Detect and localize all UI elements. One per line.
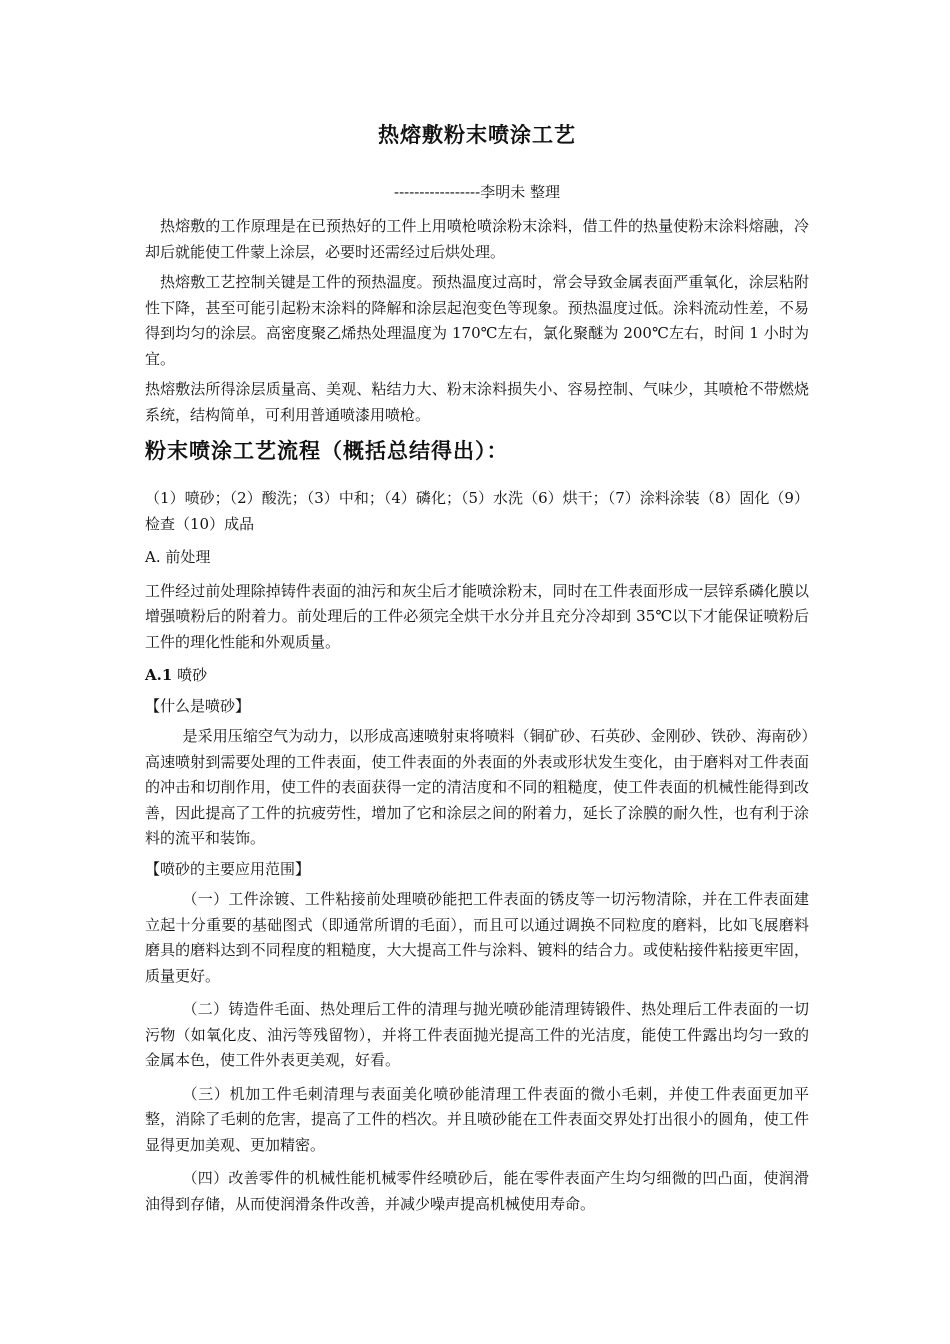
process-steps: （1）喷砂；（2）酸洗；（3）中和；（4）磷化；（5）水洗（6）烘干；（7）涂料涂装（8）固化（9）检查（10）成品: [145, 489, 809, 533]
section-a1-heading: [145, 663, 809, 689]
document-title: 热熔敷粉末喷涂工艺: [378, 122, 576, 147]
intro-paragraph-2: 热熔敷工艺控制关键是工件的预热温度。预热温度过高时，常会导致金属表面严重氧化，涂层粘附性下降，甚至可能引起粉末涂料的降解和涂层起泡变色等现象。预热温度过低。涂料流动性差，不易得到均匀的涂层。高密度聚乙烯热处理温度为 170℃左右，氯化聚醚为 200℃左右，时间 1 小时为宜。: [145, 273, 809, 368]
range-item-1: （一）工件涂镀、工件粘接前处理喷砂能把工件表面的锈皮等一切污物清除，并在工件表面建立起十分重要的基础图式（即通常所谓的毛面），而且可以通过调换不同粒度的磨料，比如飞展磨料磨具的磨料达到不同程度的粗糙度，大大提高工件与涂料、镀料的结合力。或使粘接件粘接更牢固，质量更好。: [145, 890, 809, 985]
what-heading: 【什么是喷砂】: [145, 696, 251, 715]
section-a1-title: 喷砂: [172, 666, 208, 684]
range-item-3: （三）机加工件毛刺清理与表面美化喷砂能清理工件表面的微小毛刺，并使工件表面更加平整，消除了毛刺的危害，提高了工件的档次。并且喷砂能在工件表面交界处打出很小的圆角，使工件显得更加美观、更加精密。: [145, 1084, 809, 1154]
process-heading: 粉末喷涂工艺流程（概括总结得出）：: [145, 439, 509, 463]
range-item-2: （二）铸造件毛面、热处理后工件的清理与抛光喷砂能清理铸锻件、热处理后工件表面的一切污物（如氧化皮、油污等残留物），并将工件表面抛光提高工件的光洁度，能使工件露出均匀一致的金属本色，使工件外表更美观，好看。: [145, 1000, 809, 1069]
intro-paragraph-1: 热熔敷的工作原理是在已预热好的工件上用喷枪喷涂粉末涂料，借工件的热量使粉末涂料熔融，冷却后就能使工件蒙上涂层，必要时还需经过后烘处理。: [145, 217, 809, 261]
range-heading: 【喷砂的主要应用范围】: [145, 859, 311, 878]
section-a-title: A. 前处理: [145, 548, 211, 566]
section-a1-number: A.1: [145, 666, 173, 684]
intro-paragraph-3: 热熔敷法所得涂层质量高、美观、粘结力大、粉末涂料损失小、容易控制、气味少，其喷枪不带燃烧系统，结构简单，可利用普通喷漆用喷枪。: [145, 380, 809, 424]
byline: -----------------李明未 整理: [394, 183, 560, 201]
range-item-4: （四）改善零件的机械性能机械零件经喷砂后，能在零件表面产生均匀细微的凹凸面，使润滑油得到存储，从而使润滑条件改善，并减少噪声提高机械使用寿命。: [145, 1169, 809, 1213]
section-a-text: 工件经过前处理除掉铸件表面的油污和灰尘后才能喷涂粉末，同时在工件表面形成一层锌系磷化膜以增强喷粉后的附着力。前处理后的工件必须完全烘干水分并且充分冷却到 35℃以下才能保证喷粉后工件的理化性能和外观质量。: [145, 581, 809, 651]
what-text: 是采用压缩空气为动力，以形成高速喷射束将喷料（铜矿砂、石英砂、金刚砂、铁砂、海南砂）高速喷射到需要处理的工件表面，使工件表面的外表面的外表或形状发生变化，由于磨料对工件表面的冲击和切削作用，使工件的表面获得一定的清洁度和不同的粗糙度，使工件表面的机械性能得到改善，因此提高了工件的抗疲劳性，增加了它和涂层之间的附着力，延长了涂膜的耐久性，也有利于涂料的流平和装饰。: [145, 727, 809, 847]
document-page: [145, 120, 809, 1217]
